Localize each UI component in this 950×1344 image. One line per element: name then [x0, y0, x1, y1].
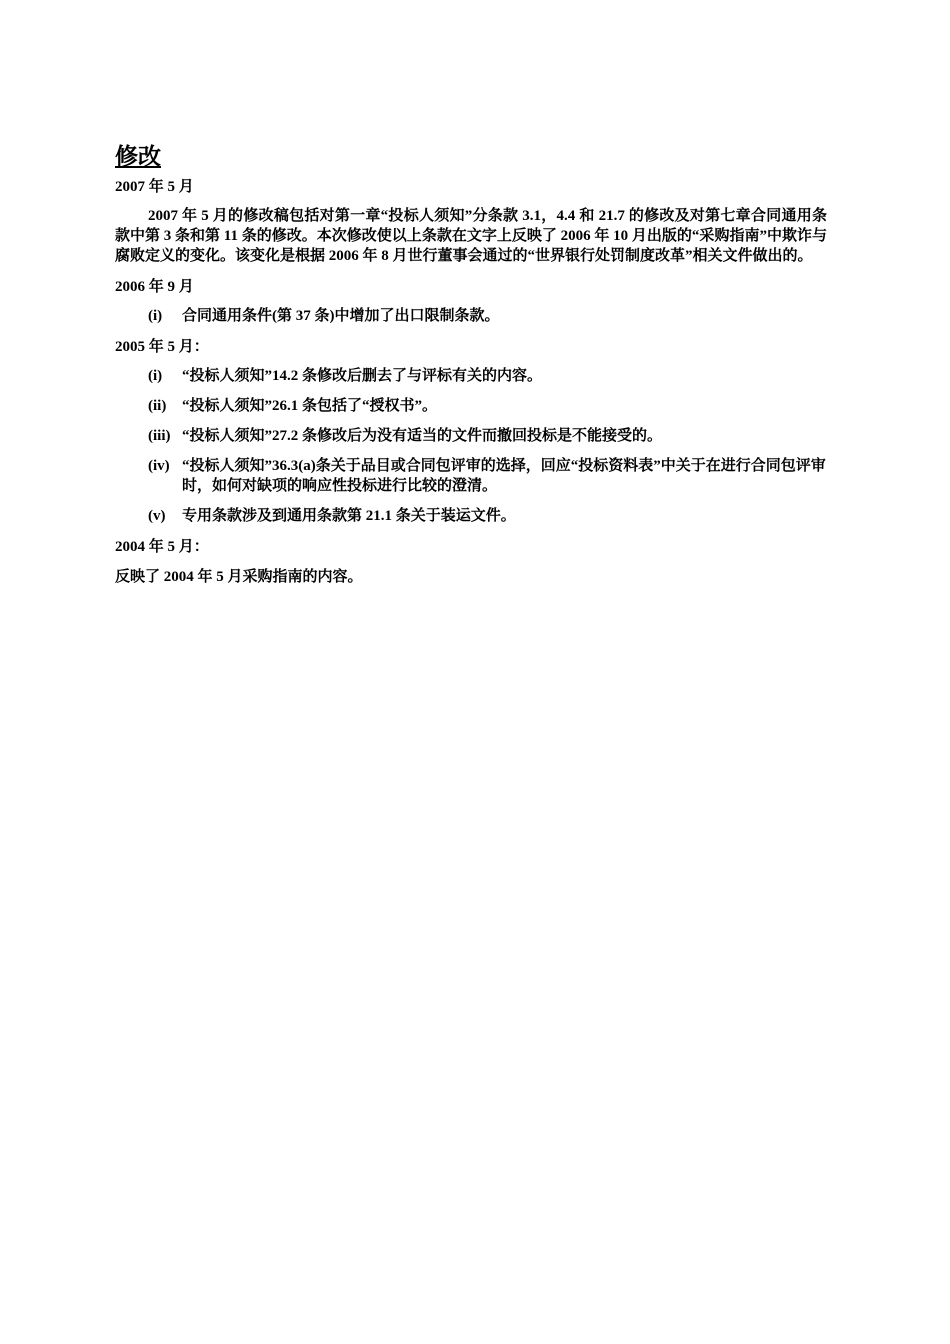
- list-item: [115, 456, 827, 496]
- list-item-number: (i): [148, 368, 163, 384]
- section-date-2005: 2005 年 5 月：: [115, 339, 209, 355]
- section-list-2006: [115, 306, 827, 326]
- list-item-number: (ii): [148, 398, 167, 414]
- list-item: [115, 306, 827, 326]
- list-item-text: “投标人须知”36.3(a)条关于品目或合同包评审的选择，回应“投标资料表”中关于在进行合同包评审时，如何对缺项的响应性投标进行比较的澄清。: [182, 458, 826, 494]
- list-item-number: (v): [148, 508, 166, 524]
- list-item-text: “投标人须知”14.2 条修改后删去了与评标有关的内容。: [182, 368, 543, 384]
- list-item-text: 合同通用条件(第 37 条)中增加了出口限制条款。: [182, 308, 500, 324]
- list-item: [115, 396, 827, 416]
- section-date-2004: 2004 年 5 月：: [115, 539, 209, 555]
- document-page: [115, 140, 827, 588]
- section-date-2006: 2006 年 9 月: [115, 279, 194, 295]
- list-item-text: “投标人须知”26.1 条包括了“授权书”。: [182, 398, 438, 414]
- list-item-number: (i): [148, 308, 163, 324]
- section-list-2005: [115, 366, 827, 526]
- section-text-2004: 反映了 2004 年 5 月采购指南的内容。: [115, 569, 363, 585]
- list-item-text: “投标人须知”27.2 条修改后为没有适当的文件而撤回投标是不能接受的。: [182, 428, 663, 444]
- list-item: [115, 426, 827, 446]
- section-paragraph-2007: 2007 年 5 月的修改稿包括对第一章“投标人须知”分条款 3.1，4.4 和 21.7 的修改及对第七章合同通用条款中第 3 条和第 11 条的修改。本次修改使以上条款在文字上反映了 2006 年 10 月出版的“采购指南”中欺诈与腐败定义的变化。该变化是根据 2006 年 8 月世行董事会通过的“世界银行处罚制度改革”相关文件做出的。: [115, 208, 827, 264]
- list-item-number: (iv): [148, 458, 170, 474]
- section-date-2007: 2007 年 5 月: [115, 179, 194, 195]
- list-item: [115, 506, 827, 526]
- list-item: [115, 366, 827, 386]
- list-item-number: (iii): [148, 428, 171, 444]
- page-title: 修改: [115, 144, 161, 169]
- list-item-text: 专用条款涉及到通用条款第 21.1 条关于装运文件。: [182, 508, 516, 524]
